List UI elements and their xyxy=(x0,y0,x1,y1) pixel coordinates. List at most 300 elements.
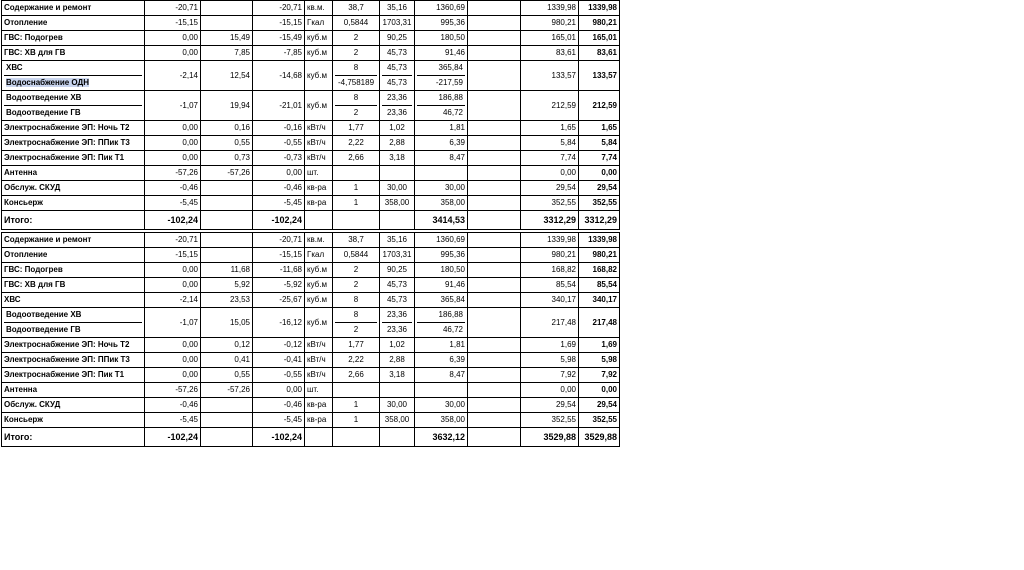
unit-cell[interactable]: куб.м xyxy=(305,278,333,293)
empty-cell[interactable] xyxy=(201,428,253,447)
debt-end-cell[interactable]: -16,12 xyxy=(253,308,305,338)
debt-end-cell[interactable]: -15,15 xyxy=(253,248,305,263)
debt-start-cell[interactable]: 0,00 xyxy=(145,353,201,368)
unit-cell[interactable]: куб.м xyxy=(305,61,333,91)
value-line-1[interactable]: 23,36 xyxy=(386,93,408,102)
recalc-cell[interactable]: 7,85 xyxy=(201,46,253,61)
debt-end-cell[interactable]: -20,71 xyxy=(253,1,305,16)
service-name-cell[interactable]: Содержание и ремонт xyxy=(2,233,145,248)
debt-start-cell[interactable]: 0,00 xyxy=(145,263,201,278)
empty-cell[interactable] xyxy=(468,136,521,151)
debt-start-cell[interactable]: 0,00 xyxy=(145,136,201,151)
service-name-cell[interactable]: Электроснабжение ЭП: Ночь Т2 xyxy=(2,121,145,136)
total-to-pay[interactable]: 3529,88 xyxy=(579,428,620,447)
recalc-cell[interactable]: 0,41 xyxy=(201,353,253,368)
volume-cell[interactable]: 2 xyxy=(333,46,380,61)
empty-cell[interactable] xyxy=(468,278,521,293)
debt-start-cell[interactable]: -20,71 xyxy=(145,1,201,16)
debt-start-cell[interactable]: -57,26 xyxy=(145,383,201,398)
debt-end-cell[interactable]: -0,73 xyxy=(253,151,305,166)
debt-end-cell[interactable]: -11,68 xyxy=(253,263,305,278)
accrued-cell[interactable] xyxy=(415,383,468,398)
service-name-cell[interactable]: Антенна xyxy=(2,166,145,181)
tariff-cell[interactable]: 90,25 xyxy=(380,263,415,278)
to-pay-cell[interactable]: 83,61 xyxy=(579,46,620,61)
debt-start-cell[interactable]: -1,07 xyxy=(145,91,201,121)
value-line-1[interactable]: 45,73 xyxy=(386,63,408,72)
to-pay-cell[interactable]: 352,55 xyxy=(579,413,620,428)
debt-end-cell[interactable]: -14,68 xyxy=(253,61,305,91)
unit-cell[interactable]: кВт/ч xyxy=(305,121,333,136)
to-pay-cell[interactable]: 168,82 xyxy=(579,263,620,278)
tariff-cell[interactable]: 30,00 xyxy=(380,181,415,196)
debt-end-cell[interactable]: -5,45 xyxy=(253,196,305,211)
service-name-cell[interactable]: Консьерж xyxy=(2,196,145,211)
debt-end-cell[interactable]: -7,85 xyxy=(253,46,305,61)
service-name-line-1[interactable]: ХВС xyxy=(6,63,23,72)
empty-cell[interactable] xyxy=(468,233,521,248)
value-line-2[interactable]: 46,72 xyxy=(417,105,465,120)
unit-cell[interactable]: кв.м. xyxy=(305,233,333,248)
unit-cell[interactable]: кв-ра xyxy=(305,181,333,196)
debt-end-cell[interactable]: -5,92 xyxy=(253,278,305,293)
recalc-cell[interactable]: 15,49 xyxy=(201,31,253,46)
empty-cell[interactable] xyxy=(468,211,521,230)
total-due-cell[interactable]: 980,21 xyxy=(521,248,579,263)
accrued-cell[interactable]: 180,50 xyxy=(415,31,468,46)
to-pay-cell[interactable]: 0,00 xyxy=(579,383,620,398)
to-pay-cell[interactable]: 7,74 xyxy=(579,151,620,166)
volume-cell[interactable] xyxy=(333,166,380,181)
debt-start-cell[interactable]: -0,46 xyxy=(145,181,201,196)
empty-cell[interactable] xyxy=(468,16,521,31)
empty-cell[interactable] xyxy=(468,46,521,61)
tariff-cell[interactable]: 1,02 xyxy=(380,338,415,353)
accrued-cell[interactable]: 1,81 xyxy=(415,121,468,136)
accrued-cell[interactable]: 91,46 xyxy=(415,278,468,293)
tariff-cell[interactable]: 1,02 xyxy=(380,121,415,136)
value-line-1[interactable]: 8 xyxy=(353,93,359,102)
debt-start-cell[interactable]: 0,00 xyxy=(145,368,201,383)
volume-cell[interactable]: 8 xyxy=(333,293,380,308)
tariff-cell[interactable]: 30,00 xyxy=(380,398,415,413)
total-debt-start[interactable]: -102,24 xyxy=(145,428,201,447)
value-line-2[interactable]: 23,36 xyxy=(382,105,412,120)
service-name-line-2[interactable]: Водоснабжение ОДН xyxy=(6,78,90,87)
tariff-cell[interactable]: 1703,31 xyxy=(380,248,415,263)
debt-end-cell[interactable]: -25,67 xyxy=(253,293,305,308)
volume-cell[interactable]: 2,66 xyxy=(333,151,380,166)
service-name-cell[interactable]: Электроснабжение ЭП: ППик Т3 xyxy=(2,136,145,151)
volume-cell[interactable]: 1 xyxy=(333,413,380,428)
total-due-cell[interactable]: 83,61 xyxy=(521,46,579,61)
debt-start-cell[interactable]: -5,45 xyxy=(145,196,201,211)
empty-cell[interactable] xyxy=(468,61,521,91)
to-pay-cell[interactable]: 5,98 xyxy=(579,353,620,368)
value-line-1[interactable]: 23,36 xyxy=(386,310,408,319)
recalc-cell[interactable]: 0,16 xyxy=(201,121,253,136)
debt-start-cell[interactable]: -15,15 xyxy=(145,16,201,31)
accrued-cell[interactable]: 8,47 xyxy=(415,151,468,166)
total-due-cell[interactable]: 7,92 xyxy=(521,368,579,383)
volume-cell[interactable] xyxy=(333,383,380,398)
debt-start-cell[interactable]: 0,00 xyxy=(145,121,201,136)
unit-cell[interactable]: куб.м xyxy=(305,91,333,121)
unit-cell[interactable]: кв.м. xyxy=(305,1,333,16)
tariff-cell[interactable] xyxy=(380,91,415,121)
to-pay-cell[interactable]: 980,21 xyxy=(579,248,620,263)
recalc-cell[interactable] xyxy=(201,16,253,31)
debt-start-cell[interactable]: -57,26 xyxy=(145,166,201,181)
total-due-cell[interactable]: 85,54 xyxy=(521,278,579,293)
debt-start-cell[interactable]: -2,14 xyxy=(145,61,201,91)
debt-start-cell[interactable]: 0,00 xyxy=(145,151,201,166)
total-due[interactable]: 3312,29 xyxy=(521,211,579,230)
unit-cell[interactable]: шт. xyxy=(305,166,333,181)
total-due-cell[interactable]: 212,59 xyxy=(521,91,579,121)
volume-cell[interactable]: 2 xyxy=(333,263,380,278)
to-pay-cell[interactable]: 1,65 xyxy=(579,121,620,136)
total-due-cell[interactable]: 340,17 xyxy=(521,293,579,308)
debt-start-cell[interactable]: 0,00 xyxy=(145,278,201,293)
accrued-cell[interactable]: 30,00 xyxy=(415,398,468,413)
debt-end-cell[interactable]: -0,41 xyxy=(253,353,305,368)
service-name-line-1[interactable]: Водоотведение ХВ xyxy=(6,93,82,102)
tariff-cell[interactable]: 2,88 xyxy=(380,353,415,368)
tariff-cell[interactable]: 3,18 xyxy=(380,368,415,383)
total-accrued[interactable]: 3632,12 xyxy=(415,428,468,447)
unit-cell[interactable]: куб.м xyxy=(305,308,333,338)
to-pay-cell[interactable]: 1339,98 xyxy=(579,233,620,248)
value-line-2[interactable]: -4,758189 xyxy=(335,75,377,90)
unit-cell[interactable]: шт. xyxy=(305,383,333,398)
value-line-2[interactable]: 2 xyxy=(335,322,377,337)
total-due-cell[interactable]: 980,21 xyxy=(521,16,579,31)
to-pay-cell[interactable]: 85,54 xyxy=(579,278,620,293)
total-debt-end[interactable]: -102,24 xyxy=(253,211,305,230)
accrued-cell[interactable]: 365,84 xyxy=(415,293,468,308)
total-due-cell[interactable]: 1339,98 xyxy=(521,233,579,248)
debt-start-cell[interactable]: -1,07 xyxy=(145,308,201,338)
empty-cell[interactable] xyxy=(468,91,521,121)
volume-cell[interactable]: 2,66 xyxy=(333,368,380,383)
tariff-cell[interactable] xyxy=(380,383,415,398)
debt-end-cell[interactable]: -0,46 xyxy=(253,181,305,196)
recalc-cell[interactable]: 0,55 xyxy=(201,136,253,151)
tariff-cell[interactable]: 35,16 xyxy=(380,1,415,16)
recalc-cell[interactable] xyxy=(201,233,253,248)
debt-end-cell[interactable]: -0,55 xyxy=(253,136,305,151)
accrued-cell[interactable]: 995,36 xyxy=(415,248,468,263)
volume-cell[interactable]: 2,22 xyxy=(333,136,380,151)
total-due-cell[interactable]: 29,54 xyxy=(521,398,579,413)
service-name-cell[interactable]: Электроснабжение ЭП: Пик Т1 xyxy=(2,368,145,383)
debt-end-cell[interactable]: -0,46 xyxy=(253,398,305,413)
empty-cell[interactable] xyxy=(468,413,521,428)
value-line-1[interactable]: 186,88 xyxy=(438,93,463,102)
value-line-2[interactable]: 45,73 xyxy=(382,75,412,90)
service-name-line-2[interactable]: Водоотведение ГВ xyxy=(6,108,81,117)
empty-cell[interactable] xyxy=(468,1,521,16)
accrued-cell[interactable] xyxy=(415,61,468,91)
unit-cell[interactable]: кв-ра xyxy=(305,413,333,428)
service-name-cell[interactable]: ГВС: ХВ для ГВ xyxy=(2,278,145,293)
to-pay-cell[interactable]: 217,48 xyxy=(579,308,620,338)
to-pay-cell[interactable]: 29,54 xyxy=(579,398,620,413)
tariff-cell[interactable]: 90,25 xyxy=(380,31,415,46)
total-to-pay[interactable]: 3312,29 xyxy=(579,211,620,230)
service-name-cell[interactable]: Консьерж xyxy=(2,413,145,428)
value-line-1[interactable]: 186,88 xyxy=(438,310,463,319)
empty-cell[interactable] xyxy=(468,398,521,413)
volume-cell[interactable] xyxy=(333,91,380,121)
empty-cell[interactable] xyxy=(468,308,521,338)
empty-cell[interactable] xyxy=(468,368,521,383)
volume-cell[interactable]: 2 xyxy=(333,278,380,293)
unit-cell[interactable]: кВт/ч xyxy=(305,353,333,368)
tariff-cell[interactable]: 358,00 xyxy=(380,196,415,211)
accrued-cell[interactable]: 180,50 xyxy=(415,263,468,278)
value-line-2[interactable]: -217,59 xyxy=(417,75,465,90)
tariff-cell[interactable] xyxy=(380,308,415,338)
value-line-1[interactable]: 8 xyxy=(353,310,359,319)
recalc-cell[interactable]: -57,26 xyxy=(201,166,253,181)
empty-cell[interactable] xyxy=(468,353,521,368)
accrued-cell[interactable]: 6,39 xyxy=(415,353,468,368)
volume-cell[interactable] xyxy=(333,308,380,338)
debt-end-cell[interactable]: -15,15 xyxy=(253,16,305,31)
total-label[interactable]: Итого: xyxy=(2,428,145,447)
total-due-cell[interactable]: 1339,98 xyxy=(521,1,579,16)
recalc-cell[interactable]: 0,73 xyxy=(201,151,253,166)
service-name-cell[interactable]: ГВС: Подогрев xyxy=(2,31,145,46)
service-name-cell[interactable] xyxy=(2,61,145,91)
empty-cell[interactable] xyxy=(380,428,415,447)
recalc-cell[interactable] xyxy=(201,196,253,211)
value-line-2[interactable]: 2 xyxy=(335,105,377,120)
to-pay-cell[interactable]: 0,00 xyxy=(579,166,620,181)
debt-end-cell[interactable]: 0,00 xyxy=(253,383,305,398)
recalc-cell[interactable]: 0,12 xyxy=(201,338,253,353)
recalc-cell[interactable] xyxy=(201,398,253,413)
total-debt-end[interactable]: -102,24 xyxy=(253,428,305,447)
total-due-cell[interactable]: 7,74 xyxy=(521,151,579,166)
total-due-cell[interactable]: 168,82 xyxy=(521,263,579,278)
empty-cell[interactable] xyxy=(468,293,521,308)
accrued-cell[interactable]: 6,39 xyxy=(415,136,468,151)
empty-cell[interactable] xyxy=(468,196,521,211)
volume-cell[interactable]: 0,5844 xyxy=(333,16,380,31)
service-name-line-1[interactable]: Водоотведение ХВ xyxy=(6,310,82,319)
debt-start-cell[interactable]: 0,00 xyxy=(145,31,201,46)
total-due-cell[interactable]: 217,48 xyxy=(521,308,579,338)
debt-start-cell[interactable]: -2,14 xyxy=(145,293,201,308)
service-name-cell[interactable]: Отопление xyxy=(2,248,145,263)
service-name-line-2[interactable]: Водоотведение ГВ xyxy=(6,325,81,334)
empty-cell[interactable] xyxy=(201,211,253,230)
service-name-cell[interactable]: ГВС: ХВ для ГВ xyxy=(2,46,145,61)
empty-cell[interactable] xyxy=(468,263,521,278)
value-line-2[interactable]: 46,72 xyxy=(417,322,465,337)
recalc-cell[interactable]: -57,26 xyxy=(201,383,253,398)
total-due-cell[interactable]: 5,84 xyxy=(521,136,579,151)
debt-end-cell[interactable]: -0,12 xyxy=(253,338,305,353)
empty-cell[interactable] xyxy=(468,181,521,196)
unit-cell[interactable]: кВт/ч xyxy=(305,151,333,166)
accrued-cell[interactable]: 1360,69 xyxy=(415,233,468,248)
unit-cell[interactable]: куб.м xyxy=(305,46,333,61)
debt-end-cell[interactable]: -0,55 xyxy=(253,368,305,383)
value-line-1[interactable]: 365,84 xyxy=(438,63,463,72)
debt-start-cell[interactable]: 0,00 xyxy=(145,46,201,61)
debt-end-cell[interactable]: -21,01 xyxy=(253,91,305,121)
total-due-cell[interactable]: 165,01 xyxy=(521,31,579,46)
accrued-cell[interactable]: 1360,69 xyxy=(415,1,468,16)
unit-cell[interactable]: Гкал xyxy=(305,16,333,31)
empty-cell[interactable] xyxy=(333,428,380,447)
volume-cell[interactable]: 38,7 xyxy=(333,233,380,248)
recalc-cell[interactable] xyxy=(201,1,253,16)
service-name-cell[interactable]: Обслуж. СКУД xyxy=(2,398,145,413)
volume-cell[interactable]: 38,7 xyxy=(333,1,380,16)
unit-cell[interactable]: Гкал xyxy=(305,248,333,263)
service-name-cell[interactable]: Антенна xyxy=(2,383,145,398)
total-due-cell[interactable]: 1,65 xyxy=(521,121,579,136)
tariff-cell[interactable] xyxy=(380,61,415,91)
unit-cell[interactable]: кв-ра xyxy=(305,196,333,211)
total-due-cell[interactable]: 29,54 xyxy=(521,181,579,196)
debt-start-cell[interactable]: -5,45 xyxy=(145,413,201,428)
volume-cell[interactable]: 1 xyxy=(333,181,380,196)
total-due-cell[interactable]: 5,98 xyxy=(521,353,579,368)
recalc-cell[interactable] xyxy=(201,248,253,263)
tariff-cell[interactable]: 1703,31 xyxy=(380,16,415,31)
service-name-cell[interactable]: Отопление xyxy=(2,16,145,31)
tariff-cell[interactable]: 45,73 xyxy=(380,278,415,293)
service-name-cell[interactable]: Электроснабжение ЭП: Ночь Т2 xyxy=(2,338,145,353)
total-due-cell[interactable]: 352,55 xyxy=(521,196,579,211)
volume-cell[interactable]: 0,5844 xyxy=(333,248,380,263)
recalc-cell[interactable]: 5,92 xyxy=(201,278,253,293)
to-pay-cell[interactable]: 7,92 xyxy=(579,368,620,383)
service-name-cell[interactable] xyxy=(2,308,145,338)
total-due-cell[interactable]: 1,69 xyxy=(521,338,579,353)
service-name-cell[interactable]: Содержание и ремонт xyxy=(2,1,145,16)
unit-cell[interactable]: куб.м xyxy=(305,293,333,308)
debt-end-cell[interactable]: -5,45 xyxy=(253,413,305,428)
accrued-cell[interactable]: 1,81 xyxy=(415,338,468,353)
to-pay-cell[interactable]: 980,21 xyxy=(579,16,620,31)
empty-cell[interactable] xyxy=(305,211,333,230)
tariff-cell[interactable]: 3,18 xyxy=(380,151,415,166)
recalc-cell[interactable]: 23,53 xyxy=(201,293,253,308)
empty-cell[interactable] xyxy=(333,211,380,230)
service-name-cell[interactable]: ГВС: Подогрев xyxy=(2,263,145,278)
tariff-cell[interactable]: 2,88 xyxy=(380,136,415,151)
total-accrued[interactable]: 3414,53 xyxy=(415,211,468,230)
to-pay-cell[interactable]: 5,84 xyxy=(579,136,620,151)
to-pay-cell[interactable]: 1,69 xyxy=(579,338,620,353)
volume-cell[interactable]: 1,77 xyxy=(333,121,380,136)
empty-cell[interactable] xyxy=(380,211,415,230)
service-name-cell[interactable]: ХВС xyxy=(2,293,145,308)
accrued-cell[interactable] xyxy=(415,166,468,181)
volume-cell[interactable]: 2 xyxy=(333,31,380,46)
total-due-cell[interactable]: 0,00 xyxy=(521,166,579,181)
tariff-cell[interactable]: 358,00 xyxy=(380,413,415,428)
accrued-cell[interactable]: 30,00 xyxy=(415,181,468,196)
debt-end-cell[interactable]: -20,71 xyxy=(253,233,305,248)
tariff-cell[interactable]: 45,73 xyxy=(380,46,415,61)
tariff-cell[interactable]: 35,16 xyxy=(380,233,415,248)
total-debt-start[interactable]: -102,24 xyxy=(145,211,201,230)
unit-cell[interactable]: кВт/ч xyxy=(305,136,333,151)
volume-cell[interactable] xyxy=(333,61,380,91)
to-pay-cell[interactable]: 340,17 xyxy=(579,293,620,308)
volume-cell[interactable]: 2,22 xyxy=(333,353,380,368)
volume-cell[interactable]: 1 xyxy=(333,398,380,413)
service-name-cell[interactable]: Обслуж. СКУД xyxy=(2,181,145,196)
debt-end-cell[interactable]: -15,49 xyxy=(253,31,305,46)
empty-cell[interactable] xyxy=(468,383,521,398)
accrued-cell[interactable]: 91,46 xyxy=(415,46,468,61)
volume-cell[interactable]: 1 xyxy=(333,196,380,211)
empty-cell[interactable] xyxy=(468,121,521,136)
recalc-cell[interactable] xyxy=(201,413,253,428)
empty-cell[interactable] xyxy=(468,248,521,263)
debt-end-cell[interactable]: -0,16 xyxy=(253,121,305,136)
tariff-cell[interactable] xyxy=(380,166,415,181)
total-due-cell[interactable]: 0,00 xyxy=(521,383,579,398)
unit-cell[interactable]: куб.м xyxy=(305,31,333,46)
recalc-cell[interactable]: 0,55 xyxy=(201,368,253,383)
to-pay-cell[interactable]: 165,01 xyxy=(579,31,620,46)
empty-cell[interactable] xyxy=(305,428,333,447)
total-due[interactable]: 3529,88 xyxy=(521,428,579,447)
unit-cell[interactable]: кв-ра xyxy=(305,398,333,413)
recalc-cell[interactable]: 11,68 xyxy=(201,263,253,278)
total-due-cell[interactable]: 352,55 xyxy=(521,413,579,428)
to-pay-cell[interactable]: 29,54 xyxy=(579,181,620,196)
debt-start-cell[interactable]: -15,15 xyxy=(145,248,201,263)
debt-start-cell[interactable]: -0,46 xyxy=(145,398,201,413)
empty-cell[interactable] xyxy=(468,31,521,46)
accrued-cell[interactable] xyxy=(415,91,468,121)
total-due-cell[interactable]: 133,57 xyxy=(521,61,579,91)
recalc-cell[interactable] xyxy=(201,181,253,196)
to-pay-cell[interactable]: 352,55 xyxy=(579,196,620,211)
empty-cell[interactable] xyxy=(468,338,521,353)
to-pay-cell[interactable]: 212,59 xyxy=(579,91,620,121)
unit-cell[interactable]: кВт/ч xyxy=(305,368,333,383)
to-pay-cell[interactable]: 1339,98 xyxy=(579,1,620,16)
debt-end-cell[interactable]: 0,00 xyxy=(253,166,305,181)
service-name-cell[interactable] xyxy=(2,91,145,121)
volume-cell[interactable]: 1,77 xyxy=(333,338,380,353)
empty-cell[interactable] xyxy=(468,151,521,166)
service-name-cell[interactable]: Электроснабжение ЭП: Пик Т1 xyxy=(2,151,145,166)
accrued-cell[interactable]: 358,00 xyxy=(415,413,468,428)
total-label[interactable]: Итого: xyxy=(2,211,145,230)
debt-start-cell[interactable]: -20,71 xyxy=(145,233,201,248)
accrued-cell[interactable]: 8,47 xyxy=(415,368,468,383)
accrued-cell[interactable]: 358,00 xyxy=(415,196,468,211)
empty-cell[interactable] xyxy=(468,428,521,447)
to-pay-cell[interactable]: 133,57 xyxy=(579,61,620,91)
value-line-1[interactable]: 8 xyxy=(353,63,359,72)
unit-cell[interactable]: куб.м xyxy=(305,263,333,278)
value-line-2[interactable]: 23,36 xyxy=(382,322,412,337)
